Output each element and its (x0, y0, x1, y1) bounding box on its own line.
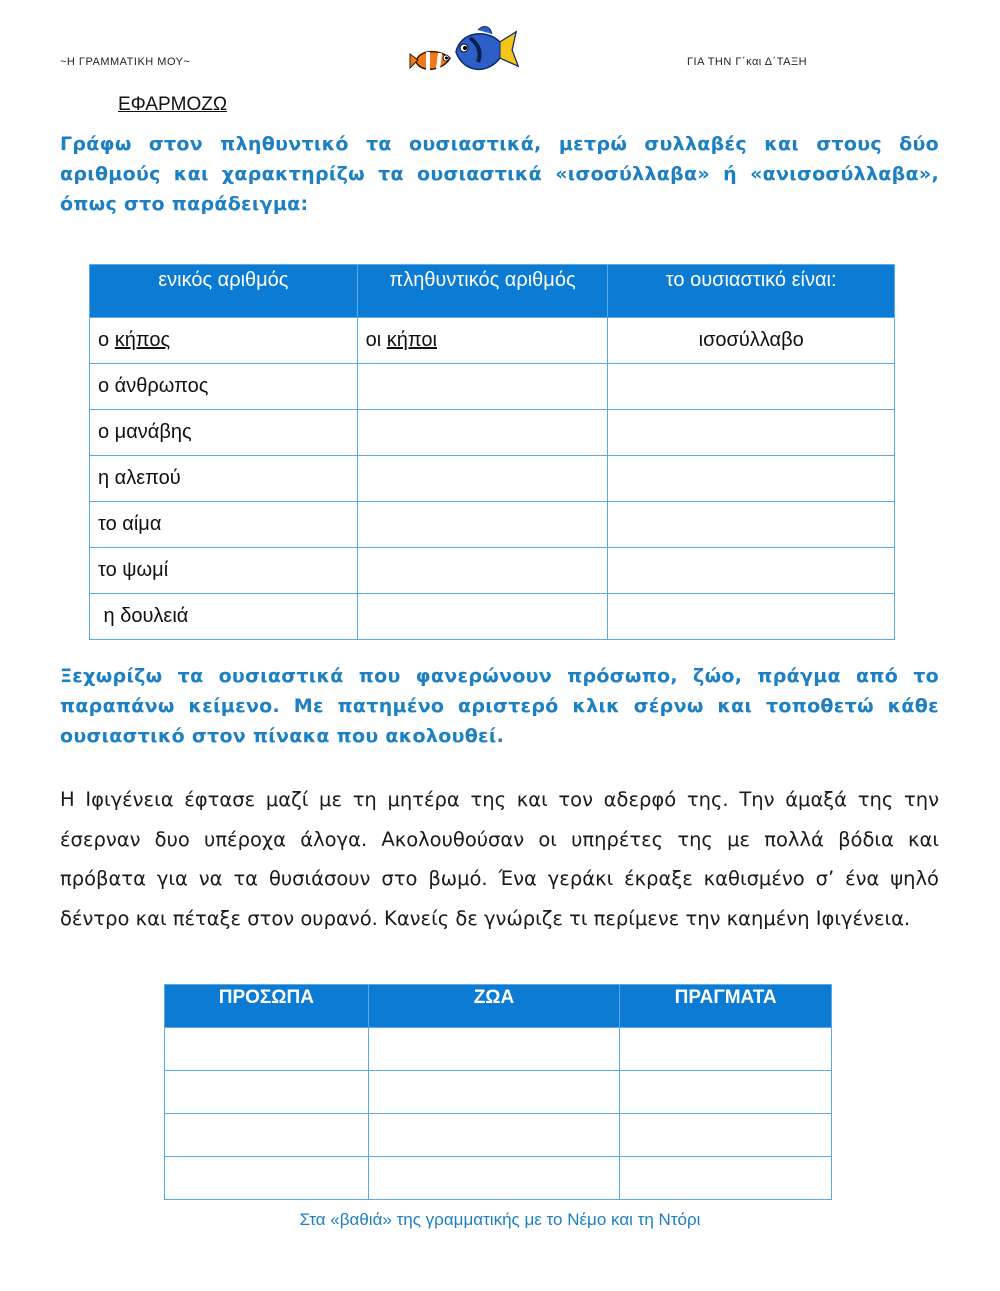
plural-answer-cell[interactable] (357, 502, 608, 548)
instruction-drag-nouns: Ξεχωρίζω τα ουσιαστικά που φανερώνουν πρόσωπο, ζώο, πράγμα από το παραπάνω κείμενο. Με πατημένο αριστερό κλικ σέρνω και τοποθετώ κάθε ουσιαστικό στον πίνακα που ακολουθεί. (60, 665, 939, 747)
header-noun-type: το ουσιαστικό είναι: (608, 265, 895, 318)
table-row (90, 594, 895, 640)
table-header-row (90, 265, 895, 318)
animals-drop-cell[interactable] (368, 1114, 620, 1157)
header-plural: πληθυντικός αριθμός (357, 265, 608, 318)
table-header-row (165, 985, 832, 1028)
example-singular-article: ο (98, 329, 115, 351)
nemo-fish-icon (410, 52, 450, 70)
type-answer-cell[interactable] (608, 364, 895, 410)
singular-cell: το ψωμί (90, 548, 358, 594)
header-singular: ενικός αριθμός (90, 265, 358, 318)
plural-answer-cell[interactable] (357, 594, 608, 640)
animals-drop-cell[interactable] (368, 1157, 620, 1200)
animals-drop-cell[interactable] (368, 1071, 620, 1114)
header-persons: ΠΡΟΣΩΠΑ (165, 985, 369, 1028)
things-drop-cell[interactable] (620, 1114, 832, 1157)
persons-drop-cell[interactable] (165, 1157, 369, 1200)
footer-text: Στα «βαθιά» της γραμματικής με το Νέμο και τη Ντόρι (299, 1210, 701, 1229)
things-drop-cell[interactable] (620, 1028, 832, 1071)
example-type-cell: ισοσύλλαβο (608, 318, 895, 364)
table-row (165, 1071, 832, 1114)
table-row (90, 548, 895, 594)
example-plural-noun: κήποι (386, 329, 437, 351)
plural-exercise-table (89, 264, 895, 640)
header-left-text: ~Η ΓΡΑΜΜΑΤΙΚΗ ΜΟΥ~ (60, 56, 191, 68)
table-row (165, 1114, 832, 1157)
animals-drop-cell[interactable] (368, 1028, 620, 1071)
header-animals: ΖΩΑ (368, 985, 620, 1028)
example-plural-cell (357, 318, 608, 364)
instruction-plural-syllables: Γράφω στον πληθυντικό τα ουσιαστικά, μετρώ συλλαβές και στους δύο αριθμούς και χαρακτηρίζω τα ουσιαστικά «ισοσύλλαβα» ή «ανισοσύλλαβα», όπως στο παράδειγμα: (60, 133, 939, 215)
type-answer-cell[interactable] (608, 502, 895, 548)
example-singular-cell (90, 318, 358, 364)
plural-answer-cell[interactable] (357, 456, 608, 502)
table-row (165, 1028, 832, 1071)
nemo-dory-fish-icon (408, 22, 520, 84)
persons-drop-cell[interactable] (165, 1071, 369, 1114)
plural-answer-cell[interactable] (357, 548, 608, 594)
singular-cell: ο άνθρωπος (90, 364, 358, 410)
table-row (165, 1157, 832, 1200)
example-plural-article: οι (365, 329, 387, 351)
type-answer-cell[interactable] (608, 594, 895, 640)
singular-cell: το αίμα (90, 502, 358, 548)
example-row (90, 318, 895, 364)
plural-answer-cell[interactable] (357, 410, 608, 456)
plural-answer-cell[interactable] (357, 364, 608, 410)
table-row (90, 502, 895, 548)
table-row (90, 410, 895, 456)
persons-drop-cell[interactable] (165, 1028, 369, 1071)
section-title: ΕΦΑΡΜΟΖΩ (118, 94, 228, 115)
header-things: ΠΡΑΓΜΑΤΑ (620, 985, 832, 1028)
things-drop-cell[interactable] (620, 1071, 832, 1114)
singular-cell: η δουλειά (90, 594, 358, 640)
type-answer-cell[interactable] (608, 410, 895, 456)
example-singular-noun: κήπος (114, 329, 171, 351)
table-row (90, 364, 895, 410)
header-right-text: ΓΙΑ ΤΗΝ Γ΄και Δ΄ΤΑΞΗ (687, 56, 808, 68)
type-answer-cell[interactable] (608, 548, 895, 594)
table-row (90, 456, 895, 502)
persons-drop-cell[interactable] (165, 1114, 369, 1157)
noun-category-table (164, 984, 832, 1200)
singular-cell: η αλεπού (90, 456, 358, 502)
things-drop-cell[interactable] (620, 1157, 832, 1200)
singular-cell: ο μανάβης (90, 410, 358, 456)
dory-fish-icon (456, 27, 518, 70)
reading-passage: Η Ιφιγένεια έφτασε μαζί με τη μητέρα της και τον αδερφό της. Την άμαξά της την έσερναν δυο υπέροχα άλογα. Ακολουθούσαν οι υπηρέτες της με πολλά βόδια και πρόβατα για να τα θυσιάσουν στο βωμό. Ένα γεράκι έκραξε καθισμένο σ’ ένα ψηλό δέντρο και πέταξε στον ουρανό. Κανείς δε γνώριζε τι περίμενε την καημένη Ιφιγένεια. (60, 788, 939, 930)
type-answer-cell[interactable] (608, 456, 895, 502)
